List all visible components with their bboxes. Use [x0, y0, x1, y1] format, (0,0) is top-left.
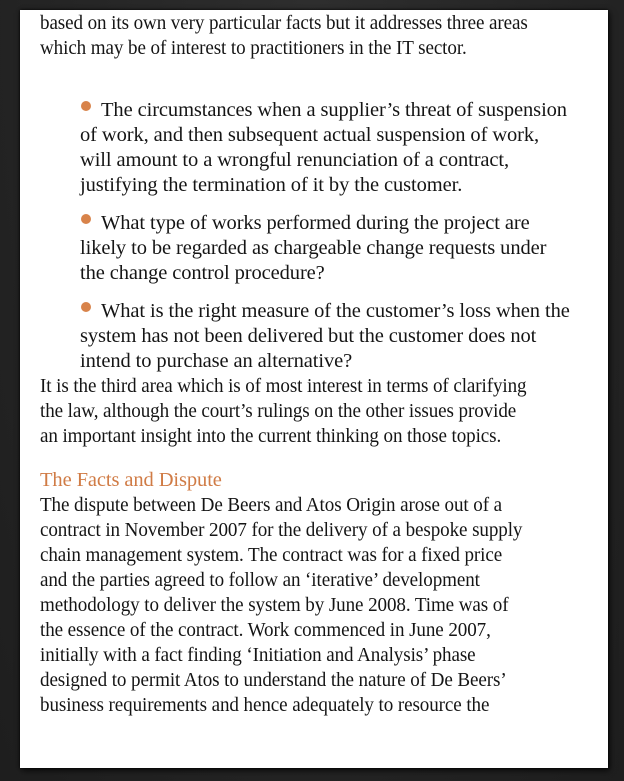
text-line: designed to permit Atos to understand the nature of De Beers’	[40, 669, 507, 691]
document-content	[40, 11, 596, 718]
bullet-list	[80, 98, 592, 374]
text-line: an important insight into the current thinking on those topics.	[40, 425, 502, 447]
text-line: What type of works performed during the project are	[101, 212, 530, 234]
section-heading: The Facts and Dispute	[40, 469, 222, 491]
text-line: based on its own very particular facts but it addresses three areas	[40, 12, 528, 34]
document-page	[20, 10, 608, 768]
text-line: It is the third area which is of most interest in terms of clarifying	[40, 375, 527, 397]
text-line: the law, although the court’s rulings on the other issues provide	[40, 400, 517, 422]
text-line: business requirements and hence adequately to resource the	[40, 694, 490, 716]
text-line: system has not been delivered but the customer does not	[80, 325, 537, 347]
text-line: and the parties agreed to follow an ‘iterative’ development	[40, 569, 480, 591]
text-line: likely to be regarded as chargeable change requests under	[80, 237, 547, 259]
bullet-item	[80, 211, 592, 286]
bullet-dot-icon	[81, 101, 91, 111]
bullet-dot-icon	[81, 214, 91, 224]
text-line: the change control procedure?	[80, 262, 325, 284]
text-line: contract in November 2007 for the delivery of a bespoke supply	[40, 519, 523, 541]
text-line: methodology to deliver the system by June 2008. Time was of	[40, 594, 509, 616]
bullet-dot-icon	[81, 302, 91, 312]
text-line: What is the right measure of the customer’s loss when the	[101, 300, 570, 322]
intro-paragraph	[40, 11, 598, 61]
text-line: the essence of the contract. Work commenced in June 2007,	[40, 619, 491, 641]
text-line: initially with a fact finding ‘Initiation and Analysis’ phase	[40, 644, 476, 666]
text-line: which may be of interest to practitioners in the IT sector.	[40, 37, 467, 59]
text-line: chain management system. The contract was for a fixed price	[40, 544, 503, 566]
section-paragraph	[40, 493, 598, 718]
bullet-item	[80, 299, 592, 374]
text-line: The circumstances when a supplier’s threat of suspension	[101, 99, 567, 121]
text-line: justifying the termination of it by the customer.	[80, 174, 463, 196]
bullet-item	[80, 98, 592, 198]
text-line: The dispute between De Beers and Atos Origin arose out of a	[40, 494, 503, 516]
followup-paragraph	[40, 374, 598, 449]
text-line: intend to purchase an alternative?	[80, 350, 353, 372]
text-line: will amount to a wrongful renunciation of a contract,	[80, 149, 510, 171]
text-line: of work, and then subsequent actual suspension of work,	[80, 124, 540, 146]
